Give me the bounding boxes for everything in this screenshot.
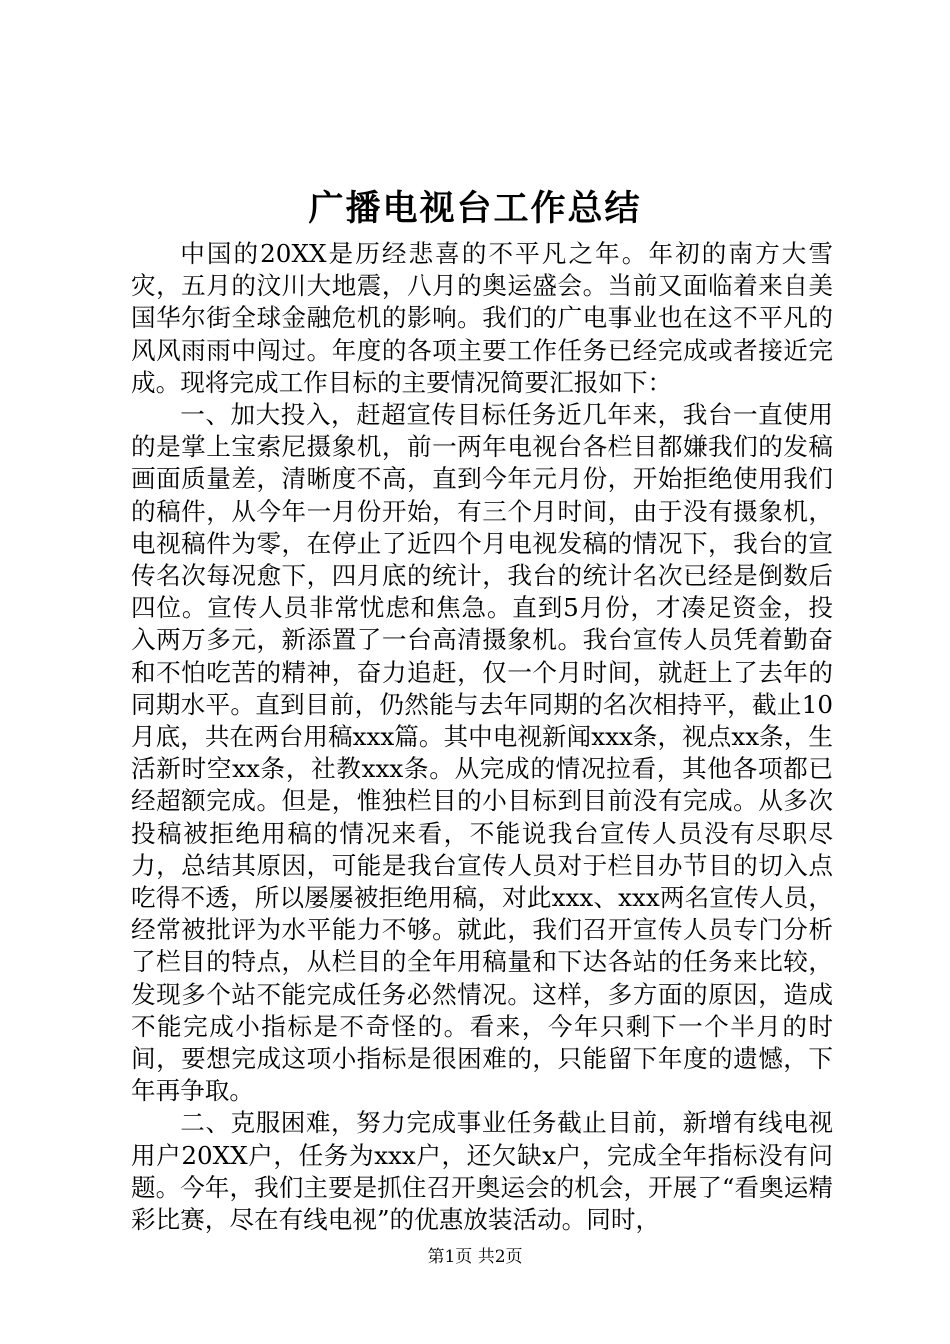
- document-title: 广播电视台工作总结: [308, 188, 642, 229]
- page-footer: 第1页 共2页: [427, 1247, 523, 1267]
- document-body: [131, 238, 833, 1236]
- paragraph-section-1: 一、加大投入，赶超宣传目标任务近几年来，我台一直使用的是掌上宝索尼摄象机，前一两年电视台各栏目都嫌我们的发稿画面质量差，清晰度不高，直到今年元月份，开始拒绝使用我们的稿件，从今年一月份开始，有三个月时间，由于没有摄象机，电视稿件为零，在停止了近四个月电视发稿的情况下，我台的宣传名次每况愈下，四月底的统计，我台的统计名次已经是倒数后四位。宣传人员非常忧虑和焦急。直到5月份，才凑足资金，投入两万多元，新添置了一台高清摄象机。我台宣传人员凭着勤奋和不怕吃苦的精神，奋力追赶，仅一个月时间，就赶上了去年的同期水平。直到目前，仍然能与去年同期的名次相持平，截止10月底，共在两台用稿xxx篇。其中电视新闻xxx条，视点xx条，生活新时空xx条，社教xxx条。从完成的情况拉看，其他各项都已经超额完成。但是，惟独栏目的小目标到目前没有完成。从多次投稿被拒绝用稿的情况来看，不能说我台宣传人员没有尽职尽力，总结其原因，可能是我台宣传人员对于栏目办节目的切入点吃得不透，所以屡屡被拒绝用稿，对此xxx、xxx两名宣传人员，经常被批评为水平能力不够。就此，我们召开宣传人员专门分析了栏目的特点，从栏目的全年用稿量和下达各站的任务来比较，发现多个站不能完成任务必然情况。这样，多方面的原因，造成不能完成小指标是不奇怪的。看来，今年只剩下一个半月的时间，要想完成这项小指标是很困难的，只能留下年度的遗憾，下年再争取。: [131, 400, 833, 1106]
- paragraph-intro: 中国的20XX是历经悲喜的不平凡之年。年初的南方大雪灾，五月的汶川大地震，八月的奥运盛会。当前又面临着来自美国华尔街全球金融危机的影响。我们的广电事业也在这不平凡的风风雨雨中闯过。年度的各项主要工作任务已经完成或者接近完成。现将完成工作目标的主要情况简要汇报如下：: [131, 239, 833, 397]
- paragraph-section-2: 二、克服困难，努力完成事业任务截止目前，新增有线电视用户20XX户，任务为xxx户，还欠缺x户，完成全年指标没有问题。今年，我们主要是抓住召开奥运会的机会，开展了“看奥运精彩比赛，尽在有线电视”的优惠放装活动。同时，: [131, 1108, 833, 1235]
